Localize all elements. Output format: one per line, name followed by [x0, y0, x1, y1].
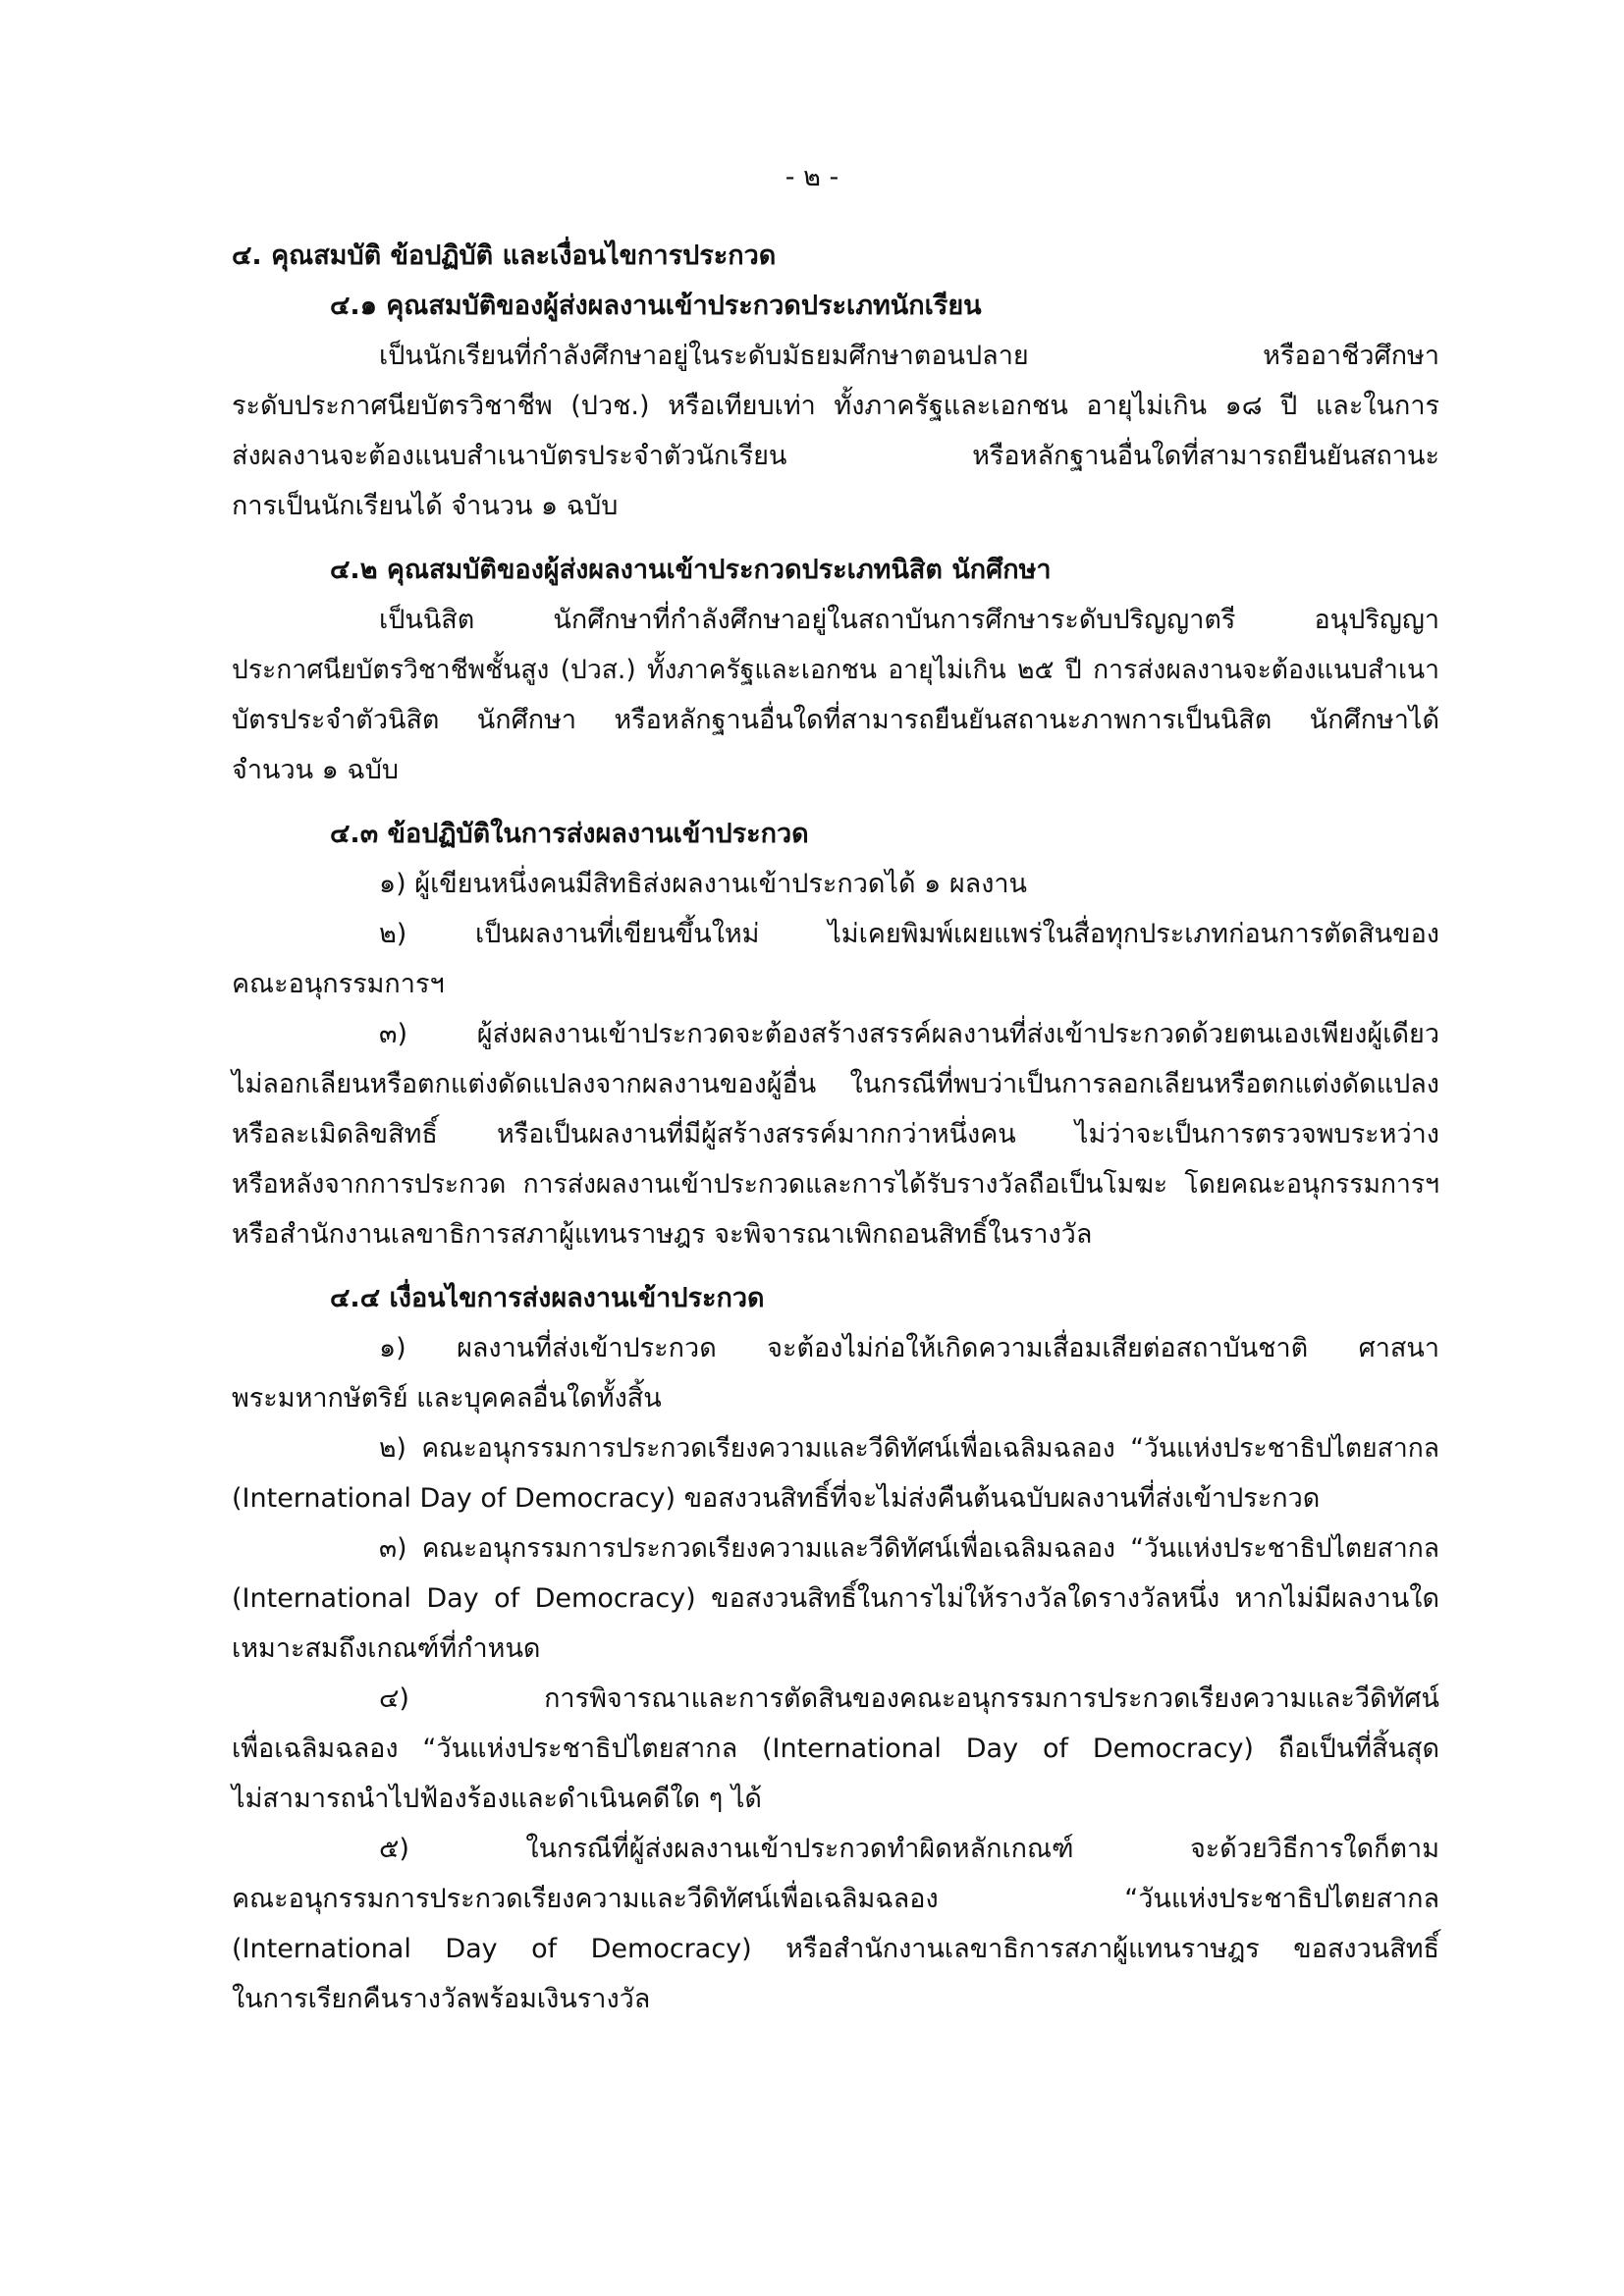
section-4: [232, 231, 1439, 2024]
paragraph-line: จำนวน ๑ ฉบับ: [232, 755, 400, 785]
list-item: ๑) ผลงานที่ส่งเข้าประกวด จะต้องไม่ก่อให้เกิดความเสื่อมเสียต่อสถาบันชาติ ศาสนา: [379, 1333, 1439, 1363]
paragraph-line: บัตรประจำตัวนิสิต นักศึกษา หรือหลักฐานอื่นใดที่สามารถยืนยันสถานะภาพการเป็นนิสิต นักศึกษาได้: [232, 705, 1439, 735]
section-4-title: ๔. คุณสมบัติ ข้อปฏิบัติ และเงื่อนไขการประกวด: [232, 240, 777, 271]
list-item-continuation: หรือสำนักงานเลขาธิการสภาผู้แทนราษฎร จะพิจารณาเพิกถอนสิทธิ์ในรางวัล: [232, 1219, 1093, 1250]
subsection-4-2-heading: ๔.๒ คุณสมบัติของผู้ส่งผลงานเข้าประกวดประเภทนิสิต นักศึกษา: [330, 555, 1052, 585]
paragraph-line: ประกาศนียบัตรวิชาชีพชั้นสูง (ปวส.) ทั้งภาครัฐและเอกชน อายุไม่เกิน ๒๕ ปี การส่งผลงานจะต้องแนบสำเนา: [232, 655, 1439, 685]
list-item-continuation: เหมาะสมถึงเกณฑ์ที่กำหนด: [232, 1633, 541, 1664]
list-item: ๓) ผู้ส่งผลงานเข้าประกวดจะต้องสร้างสรรค์ผลงานที่ส่งเข้าประกวดด้วยตนเองเพียงผู้เดียว: [379, 1019, 1439, 1049]
paragraph-line: เป็นนักเรียนที่กำลังศึกษาอยู่ในระดับมัธยมศึกษาตอนปลาย หรืออาชีวศึกษา: [379, 341, 1439, 371]
paragraph-line: ส่งผลงานจะต้องแนบสำเนาบัตรประจำตัวนักเรียน หรือหลักฐานอื่นใดที่สามารถยืนยันสถานะ: [232, 441, 1439, 471]
list-item-continuation: หรือหลังจากการประกวด การส่งผลงานเข้าประกวดและการได้รับรางวัลถือเป็นโมฆะ โดยคณะอนุกรรมการฯ: [232, 1169, 1439, 1200]
subsection-4-4-heading: ๔.๔ เงื่อนไขการส่งผลงานเข้าประกวด: [330, 1283, 765, 1313]
list-item: ๑) ผู้เขียนหนึ่งคนมีสิทธิส่งผลงานเข้าประกวดได้ ๑ ผลงาน: [379, 869, 1027, 899]
list-item: ๔) การพิจารณาและการตัดสินของคณะอนุกรรมการประกวดเรียงความและวีดิทัศน์: [379, 1683, 1439, 1714]
list-item-continuation: พระมหากษัตริย์ และบุคคลอื่นใดทั้งสิ้น: [232, 1383, 662, 1414]
list-item-continuation: ไม่ลอกเลียนหรือตกแต่งดัดแปลงจากผลงานของผู้อื่น ในกรณีที่พบว่าเป็นการลอกเลียนหรือตกแต่งดัดแปลง: [232, 1069, 1439, 1099]
subsection-4-2: [232, 545, 1439, 795]
page-number: - ๒ -: [785, 162, 839, 192]
subsection-4-3-heading: ๔.๓ ข้อปฏิบัติในการส่งผลงานเข้าประกวด: [330, 819, 809, 849]
list-item-continuation: ไม่สามารถนำไปฟ้องร้องและดำเนินคดีใด ๆ ได้: [232, 1784, 762, 1814]
list-item-continuation: (International Day of Democracy) หรือสำนักงานเลขาธิการสภาผู้แทนราษฎร ขอสงวนสิทธิ์: [232, 1934, 1439, 1964]
subsection-4-1: [232, 281, 1439, 531]
list-item-continuation: ในการเรียกคืนรางวัลพร้อมเงินรางวัล: [232, 1984, 651, 2014]
list-item: ๓) คณะอนุกรรมการประกวดเรียงความและวีดิทัศน์เพื่อเฉลิมฉลอง “วันแห่งประชาธิปไตยสากล: [379, 1533, 1439, 1564]
paragraph-line: การเป็นนักเรียนได้ จำนวน ๑ ฉบับ: [232, 491, 619, 521]
subsection-4-1-heading: ๔.๑ คุณสมบัติของผู้ส่งผลงานเข้าประกวดประเภทนักเรียน: [330, 291, 982, 321]
list-item: ๕) ในกรณีที่ผู้ส่งผลงานเข้าประกวดทำผิดหลักเกณฑ์ จะด้วยวิธีการใดก็ตาม: [379, 1834, 1439, 1864]
list-item-continuation: (International Day of Democracy) ขอสงวนสิทธิ์ที่จะไม่ส่งคืนต้นฉบับผลงานที่ส่งเข้าประกวด: [232, 1483, 1321, 1514]
paragraph-line: ระดับประกาศนียบัตรวิชาชีพ (ปวช.) หรือเทียบเท่า ทั้งภาครัฐและเอกชน อายุไม่เกิน ๑๘ ปี และในการ: [232, 391, 1439, 421]
subsection-4-3: [232, 809, 1439, 1259]
list-item-continuation: คณะอนุกรรมการฯ: [232, 969, 445, 999]
list-item-continuation: (International Day of Democracy) ขอสงวนสิทธิ์ในการไม่ให้รางวัลใดรางวัลหนึ่ง หากไม่มีผลงานใด: [232, 1583, 1439, 1614]
paragraph-line: เป็นนิสิต นักศึกษาที่กำลังศึกษาอยู่ในสถาบันการศึกษาระดับปริญญาตรี อนุปริญญา: [379, 605, 1439, 635]
list-item-continuation: หรือละเมิดลิขสิทธิ์ หรือเป็นผลงานที่มีผู้สร้างสรรค์มากกว่าหนึ่งคน ไม่ว่าจะเป็นการตรวจพบระหว่าง: [232, 1119, 1439, 1149]
list-item-continuation: เพื่อเฉลิมฉลอง “วันแห่งประชาธิปไตยสากล (International Day of Democracy) ถือเป็นที่สิ้นสุด: [232, 1734, 1439, 1764]
list-item: ๒) คณะอนุกรรมการประกวดเรียงความและวีดิทัศน์เพื่อเฉลิมฉลอง “วันแห่งประชาธิปไตยสากล: [379, 1433, 1439, 1464]
subsection-4-4: [232, 1273, 1439, 2024]
list-item-continuation: คณะอนุกรรมการประกวดเรียงความและวีดิทัศน์เพื่อเฉลิมฉลอง “วันแห่งประชาธิปไตยสากล: [232, 1884, 1439, 1914]
list-item: ๒) เป็นผลงานที่เขียนขึ้นใหม่ ไม่เคยพิมพ์เผยแพร่ในสื่อทุกประเภทก่อนการตัดสินของ: [379, 919, 1439, 949]
